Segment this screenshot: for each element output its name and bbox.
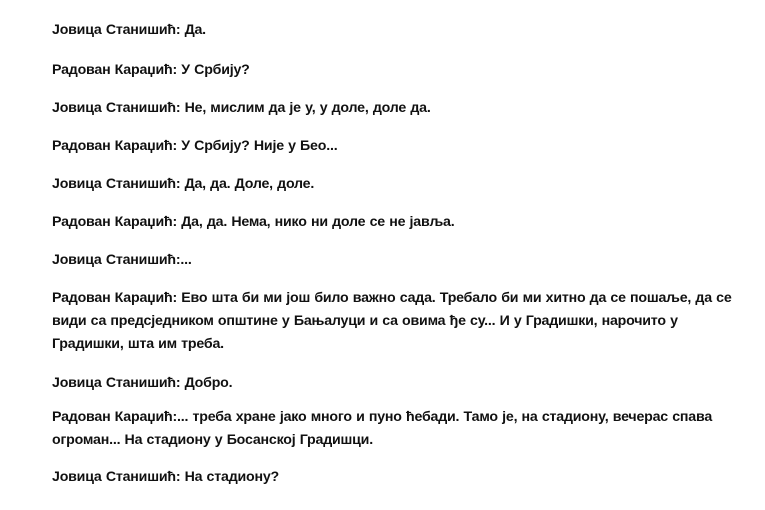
transcript-line xyxy=(52,211,742,234)
transcript-line xyxy=(52,135,742,158)
line-text: Јовица Станишић:... xyxy=(52,252,192,268)
line-text: Јовица Станишић: На стадиону? xyxy=(52,469,280,485)
line-text: Јовица Станишић: Да, да. Доле, доле. xyxy=(52,176,315,192)
transcript-line xyxy=(52,466,742,489)
transcript-line xyxy=(52,372,742,395)
line-text: Радован Караџић:... треба хране јако много и пуно ћебади. Тамо је, на стадиону, вечерас спава огроман... На стадиону у Босанској Градишци. xyxy=(52,409,713,448)
line-text: Јовица Станишић: Добро. xyxy=(52,375,233,391)
line-text: Јовица Станишић: Да. xyxy=(52,22,206,38)
transcript-line xyxy=(52,59,742,82)
transcript-line xyxy=(52,19,742,42)
line-text: Радован Караџић: У Србију? Није у Бео... xyxy=(52,138,338,154)
line-text: Јовица Станишић: Не, мислим да је у, у доле, доле да. xyxy=(52,100,431,116)
line-text: Радован Караџић: У Србију? xyxy=(52,62,250,78)
transcript-line xyxy=(52,173,742,196)
line-text: Радован Караџић: Ево шта би ми још било важно сада. Требало би ми хитно да се пошаље, да се види са предсједником општине у Бањалуци и са овима ђе су... И у Градишки, нарочито у Градишки, шта им треба. xyxy=(52,290,732,352)
transcript-line xyxy=(52,249,742,272)
line-text: Радован Караџић: Да, да. Нема, нико ни доле се не јавља. xyxy=(52,214,455,230)
transcript-line xyxy=(52,406,742,452)
transcript-line xyxy=(52,97,742,120)
transcript-line xyxy=(52,287,742,356)
